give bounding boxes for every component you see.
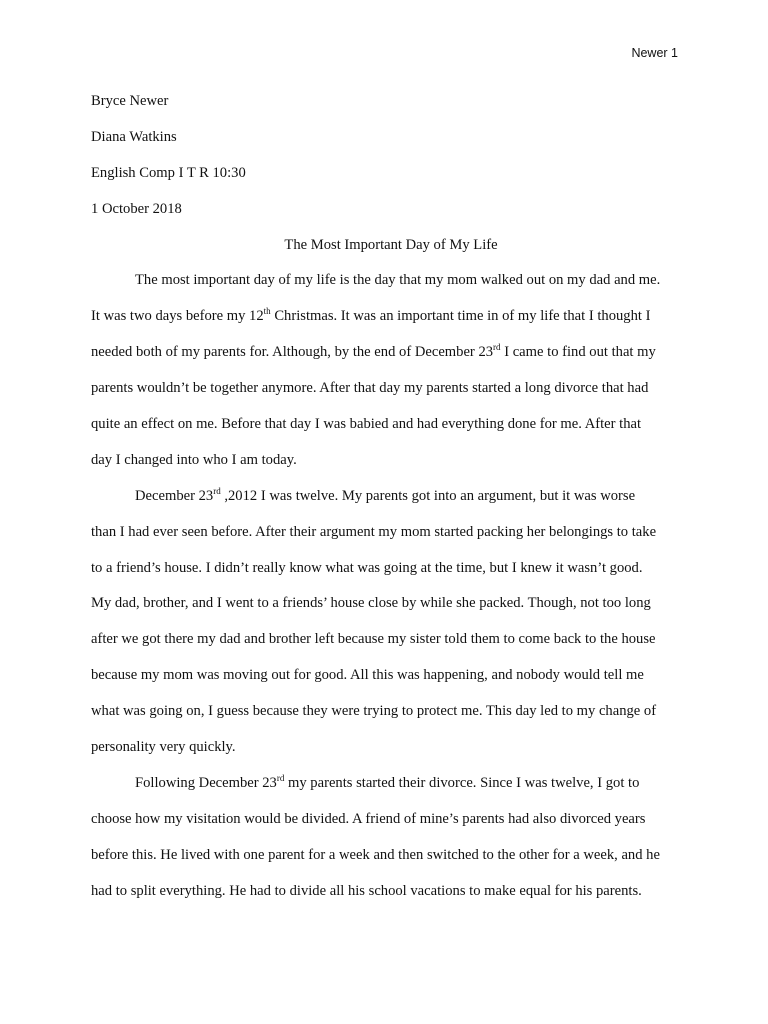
ordinal-suffix: rd — [493, 342, 501, 353]
ordinal-suffix: rd — [213, 485, 221, 496]
paragraph-line: had to split everything. He had to divide all his school vacations to make equal for his parents. — [91, 882, 642, 899]
paragraph-line: than I had ever seen before. After their argument my mom started packing her belongings to take — [91, 523, 657, 540]
paragraph-line: needed both of my parents for. Although, by the end of December 23rd I came to find out that my — [91, 342, 656, 361]
essay-title: The Most Important Day of My Life — [284, 236, 498, 253]
paragraph-line: December 23rd ,2012 I was twelve. My parents got into an argument, but it was worse — [135, 485, 636, 504]
paragraph-line: The most important day of my life is the day that my mom walked out on my dad and me. — [135, 272, 661, 289]
instructor-name: Diana Watkins — [91, 128, 177, 145]
ordinal-suffix: th — [263, 306, 271, 317]
essay-date: 1 October 2018 — [91, 200, 182, 217]
paragraph-line: what was going on, I guess because they were trying to protect me. This day led to my change of — [91, 703, 657, 720]
paragraph-line: quite an effect on me. Before that day I was babied and had everything done for me. After that — [91, 416, 642, 433]
essay-body — [91, 84, 691, 909]
paragraph-line: choose how my visitation would be divided. A friend of mine’s parents had also divorced years — [91, 810, 646, 827]
paragraph-line: parents wouldn’t be together anymore. After that day my parents started a long divorce that had — [91, 380, 649, 397]
paragraph-line: day I changed into who I am today. — [91, 451, 297, 468]
paragraph-line: before this. He lived with one parent for a week and then switched to the other for a week, and he — [91, 846, 660, 863]
ordinal-suffix: rd — [276, 772, 285, 783]
running-header: Newer 1 — [631, 46, 678, 60]
course-name: English Comp I T R 10:30 — [91, 164, 246, 181]
paragraph-line: personality very quickly. — [91, 739, 236, 756]
paragraph-line: Following December 23rd my parents started their divorce. Since I was twelve, I got to — [135, 772, 640, 791]
paragraph-line: because my mom was moving out for good. All this was happening, and nobody would tell me — [91, 667, 644, 684]
paragraph-line: after we got there my dad and brother left because my sister told them to come back to the house — [91, 631, 656, 648]
author-name: Bryce Newer — [91, 93, 169, 109]
paragraph-line: to a friend’s house. I didn’t really know what was going at the time, but I knew it wasn’t good. — [91, 559, 643, 576]
paragraph-line: My dad, brother, and I went to a friends’ house close by while she packed. Though, not too long — [91, 595, 651, 612]
paragraph-line: It was two days before my 12th Christmas. It was an important time in of my life that I thought I — [91, 306, 651, 325]
